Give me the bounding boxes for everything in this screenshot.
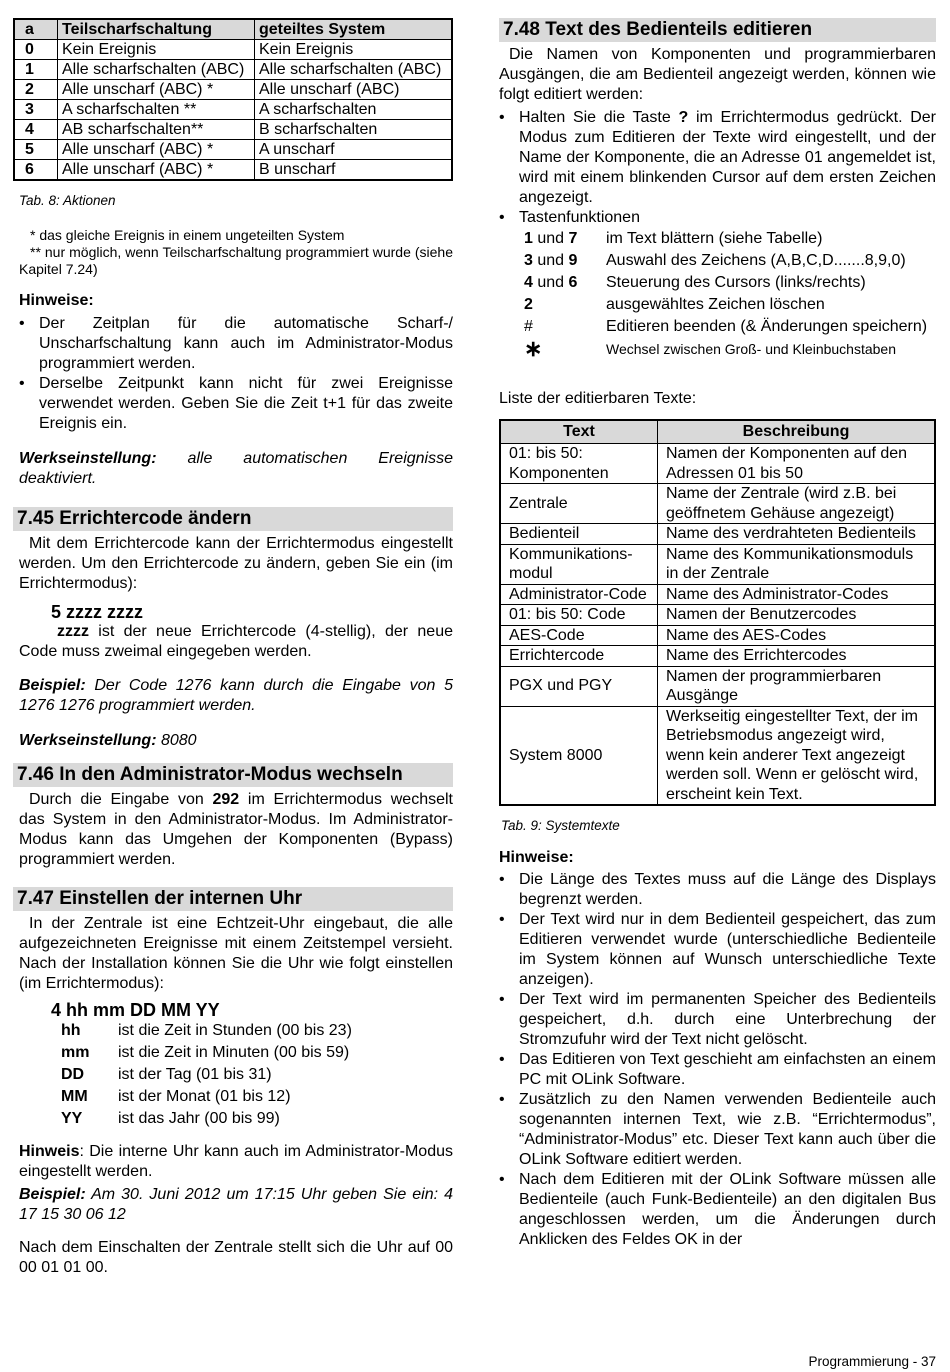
table-cell: Namen der Benutzercodes xyxy=(658,605,936,626)
list-item: • Der Text wird im permanenten Speicher des Bedienteils gespeichert, d.h. durch eine Unterbrechung der Stromzufuhr wird der Text nicht gelöscht. xyxy=(499,990,936,1050)
hinweise-list xyxy=(13,314,453,434)
table-cell: 0 xyxy=(14,40,58,60)
column-header: a xyxy=(14,19,58,40)
table-cell: Bedienteil xyxy=(500,524,658,545)
table-row xyxy=(500,544,935,584)
key-combo xyxy=(524,250,606,272)
key-function-row xyxy=(524,294,936,316)
table-cell: Errichtercode xyxy=(500,646,658,667)
key-combo xyxy=(524,338,606,363)
list-item-text: im Errichtermodus gedrückt. Der Modus zum Editieren der Texte wird eingestellt, und der Name der Komponente, die an Adresse 01 angemeldet ist, wird mit einem blinkenden Cursor auf dem ersten Zeichen angezeigt. xyxy=(519,109,936,206)
hinweis xyxy=(13,1142,453,1182)
key-connector: und xyxy=(532,230,569,247)
table-cell: A scharfschalten xyxy=(254,100,452,120)
code-term: zzzz xyxy=(57,623,89,640)
table-cell: AB scharfschalten** xyxy=(58,120,255,140)
table-cell: Name des Administrator-Codes xyxy=(658,584,936,605)
paragraph xyxy=(13,622,453,662)
key-combo xyxy=(524,272,606,294)
footnote: ** nur möglich, wenn Teilscharfschaltung programmiert wurde (siehe Kapitel 7.24) xyxy=(19,244,453,277)
example-label: Beispiel: xyxy=(19,1186,86,1203)
paragraph xyxy=(13,790,453,870)
table-cell: Name der Zentrale (wird z.B. bei geöffnetem Gehäuse angezeigt) xyxy=(658,484,936,524)
list-item: • Zusätzlich zu den Namen verwenden Bedienteile auch sogenannten internen Text, wie z.B. “Errichtermodus”, “Administrator-Modus” etc. Dieser Text kann auch über die OLink Software editiert werden. xyxy=(499,1090,936,1170)
table-row xyxy=(14,140,452,160)
key-label: # xyxy=(524,318,533,335)
footnote: * das gleiche Ereignis in einem ungeteilten System xyxy=(30,227,345,243)
table-row xyxy=(500,625,935,646)
hinweis-text: : Die interne Uhr kann auch im Administrator-Modus eingestellt werden. xyxy=(19,1143,453,1180)
paragraph-text: Durch die Eingabe von xyxy=(29,791,213,808)
table-cell: Alle scharfschalten (ABC) xyxy=(254,60,452,80)
werkseinstellung-label: Werkseinstellung: xyxy=(19,732,157,749)
table-cell: Werkseitig eingestellter Text, der im Betriebsmodus angezeigt wird, wenn kein anderer Text angezeigt werden soll. Wenn er gelöscht wird, erscheint kein Text. xyxy=(658,706,936,805)
left-column xyxy=(13,18,453,1278)
table-cell: 6 xyxy=(14,160,58,181)
key-combo xyxy=(524,316,606,338)
parameter-key: mm xyxy=(61,1044,90,1061)
table-row xyxy=(14,100,452,120)
parameter-key: hh xyxy=(61,1022,81,1039)
table-row xyxy=(500,444,935,484)
table-cell: Alle scharfschalten (ABC) xyxy=(58,60,255,80)
key-function-list xyxy=(524,228,936,363)
section-title-745: 7.45 Errichtercode ändern xyxy=(13,507,453,531)
table-cell: Zentrale xyxy=(500,484,658,524)
table-cell: Alle unscharf (ABC) * xyxy=(58,80,255,100)
table-systemtexte xyxy=(499,419,936,806)
table-cell: 2 xyxy=(14,80,58,100)
parameter-row xyxy=(61,1108,453,1130)
werkseinstellung-label: Werkseinstellung: xyxy=(19,450,157,467)
table-cell: 01: bis 50: Code xyxy=(500,605,658,626)
parameter-key: MM xyxy=(61,1088,88,1105)
table-row xyxy=(14,160,452,181)
key-function-row xyxy=(524,250,936,272)
list-item: • Derselbe Zeitpunkt kann nicht für zwei Ereignisse verwendet werden. Geben Sie die Zeit t+1 für das zweite Ereignis ein. xyxy=(19,374,453,434)
column-header: Beschreibung xyxy=(658,420,936,444)
table-body xyxy=(14,40,452,181)
list-item-text: Halten Sie die Taste xyxy=(519,109,679,126)
table-caption: Tab. 8: Aktionen xyxy=(19,193,116,208)
example-text: Der Code 1276 kann durch die Eingabe von 5 1276 1276 programmiert werden. xyxy=(19,677,453,714)
parameter-description: ist die Zeit in Stunden (00 bis 23) xyxy=(118,1022,352,1039)
command-code: 4 hh mm DD MM YY xyxy=(51,1000,220,1020)
paragraph: Die Namen von Komponenten und programmierbaren Ausgängen, die am Bedienteil angezeigt werden, können wie folgt editiert werden: xyxy=(499,46,936,103)
parameter-row xyxy=(61,1042,453,1064)
hinweise-heading: Hinweise: xyxy=(499,849,574,866)
table-cell: PGX und PGY xyxy=(500,666,658,706)
table-cell: Name des AES-Codes xyxy=(658,625,936,646)
key-function-row xyxy=(524,272,936,294)
parameter-description: ist der Monat (01 bis 12) xyxy=(118,1088,291,1105)
werkseinstellung xyxy=(13,449,453,489)
table-aktionen xyxy=(13,18,453,181)
table-row xyxy=(500,524,935,545)
table-cell: 4 xyxy=(14,120,58,140)
table-row xyxy=(500,706,935,805)
table-cell: AES-Code xyxy=(500,625,658,646)
key-label: 9 xyxy=(568,252,578,269)
table-header-row xyxy=(500,420,935,444)
key-function-description: Wechsel zwischen Groß- und Kleinbuchstaben xyxy=(606,341,897,357)
example xyxy=(13,676,453,716)
table-header-row xyxy=(14,19,452,40)
werkseinstellung-value: 8080 xyxy=(156,732,197,749)
list-item: • Die Länge des Textes muss auf die Länge des Displays begrenzt werden. xyxy=(499,870,936,910)
key-label: 7 xyxy=(568,230,578,247)
paragraph-text: ist der neue Errichtercode (4-stellig), der neue Code muss zweimal eingegeben werden. xyxy=(19,623,453,660)
hinweise-list xyxy=(499,870,936,1250)
list-item xyxy=(499,108,936,208)
key-label: 6 xyxy=(568,274,578,291)
table-row xyxy=(14,120,452,140)
table-cell: Namen der programmierbaren Ausgänge xyxy=(658,666,936,706)
list-item: • Tastenfunktionen xyxy=(499,208,936,228)
table-caption: Tab. 9: Systemtexte xyxy=(501,818,620,833)
hinweis-label: Hinweis xyxy=(19,1143,80,1160)
key-label: ∗ xyxy=(524,336,543,361)
table-row xyxy=(14,40,452,60)
section-title-746: 7.46 In den Administrator-Modus wechseln xyxy=(13,763,453,787)
instruction-list xyxy=(499,108,936,228)
table-cell: Name des Errichtercodes xyxy=(658,646,936,667)
table-cell: Alle unscharf (ABC) xyxy=(254,80,452,100)
example xyxy=(13,1185,453,1225)
list-item: • Der Text wird nur in dem Bedienteil gespeichert, das zum Editieren verwendet wurde (unterschiedliche Bedienteile im System können auf Wunsch unterschiedliche Texte anzeigen). xyxy=(499,910,936,990)
table-cell: A unscharf xyxy=(254,140,452,160)
hinweise-heading: Hinweise: xyxy=(19,292,94,309)
table-cell: Alle unscharf (ABC) * xyxy=(58,140,255,160)
table-row xyxy=(14,80,452,100)
table-cell: 01: bis 50: Komponenten xyxy=(500,444,658,484)
table-cell: Kein Ereignis xyxy=(58,40,255,60)
table-cell: Name des Kommunikationsmoduls in der Zentrale xyxy=(658,544,936,584)
table-row xyxy=(500,605,935,626)
table-cell: A scharfschalten ** xyxy=(58,100,255,120)
key-function-description: ausgewähltes Zeichen löschen xyxy=(606,296,825,313)
table-cell: Administrator-Code xyxy=(500,584,658,605)
table-cell: B scharfschalten xyxy=(254,120,452,140)
table-body xyxy=(500,444,935,806)
code-term: 292 xyxy=(212,791,240,808)
table-row xyxy=(500,666,935,706)
werkseinstellung-value: alle automatischen Ereignisse deaktiviert. xyxy=(19,450,453,487)
section-title-748: 7.48 Text des Bedienteils editieren xyxy=(499,18,936,42)
column-header: Teilscharfschaltung xyxy=(58,19,255,40)
key-function-description: im Text blättern (siehe Tabelle) xyxy=(606,230,823,247)
parameter-row xyxy=(61,1020,453,1042)
command-code: 5 zzzz zzzz xyxy=(51,602,144,622)
paragraph: Mit dem Errichtercode kann der Errichtermodus eingestellt werden. Um den Errichtercode zu ändern, geben Sie ein (im Errichtermodus): xyxy=(19,535,453,592)
example-label: Beispiel: xyxy=(19,677,86,694)
key-label: 4 xyxy=(524,274,533,291)
table-row xyxy=(14,60,452,80)
table-cell: System 8000 xyxy=(500,706,658,805)
key-combo xyxy=(524,228,606,250)
table-cell: Kommunikations-modul xyxy=(500,544,658,584)
parameter-key: YY xyxy=(61,1110,83,1127)
table-cell: 1 xyxy=(14,60,58,80)
list-item: • Das Editieren von Text geschieht am einfachsten an einem PC mit OLink Software. xyxy=(499,1050,936,1090)
key-label: 2 xyxy=(524,296,533,313)
column-header: Text xyxy=(500,420,658,444)
table-cell: Alle unscharf (ABC) * xyxy=(58,160,255,181)
key-function-row xyxy=(524,228,936,250)
table-cell: Namen der Komponenten auf den Adressen 01 bis 50 xyxy=(658,444,936,484)
list-label: Liste der editierbaren Texte: xyxy=(499,390,697,407)
key-label: 3 xyxy=(524,252,533,269)
key-term: ? xyxy=(678,109,689,126)
key-function-row xyxy=(524,316,936,338)
key-connector: und xyxy=(532,274,569,291)
example-text: Am 30. Juni 2012 um 17:15 Uhr geben Sie ein: 4 17 15 30 06 12 xyxy=(19,1186,453,1223)
paragraph-text: im Errichtermodus wechselt das System in den Administrator-Modus. Im Administrator-Modus kann das Umgehen der Komponenten (Bypass) programmiert werden. xyxy=(19,791,453,868)
table-row xyxy=(500,484,935,524)
right-column xyxy=(499,18,936,1250)
parameter-description: ist die Zeit in Minuten (00 bis 59) xyxy=(118,1044,350,1061)
table-cell: B unscharf xyxy=(254,160,452,181)
parameter-row xyxy=(61,1064,453,1086)
table-cell: Name des verdrahteten Bedienteils xyxy=(658,524,936,545)
key-combo xyxy=(524,294,606,316)
table-cell: 5 xyxy=(14,140,58,160)
column-header: geteiltes System xyxy=(254,19,452,40)
key-label: 1 xyxy=(524,230,533,247)
parameter-row xyxy=(61,1086,453,1108)
key-function-description: Editieren beenden (& Änderungen speichern) xyxy=(606,318,928,335)
section-title-747: 7.47 Einstellen der internen Uhr xyxy=(13,887,453,911)
page-footer: Programmierung - 37 xyxy=(808,1354,936,1369)
paragraph: Nach dem Einschalten der Zentrale stellt sich die Uhr auf 00 00 01 01 00. xyxy=(19,1239,453,1276)
key-function-description: Steuerung des Cursors (links/rechts) xyxy=(606,274,866,291)
parameter-key: DD xyxy=(61,1066,85,1083)
key-connector: und xyxy=(532,252,569,269)
table-cell: Kein Ereignis xyxy=(254,40,452,60)
key-function-description: Auswahl des Zeichens (A,B,C,D.......8,9,0) xyxy=(606,252,906,269)
paragraph: In der Zentrale ist eine Echtzeit-Uhr eingebaut, die alle aufgezeichneten Ereignisse mit einem Zeitstempel versieht. Nach der Installation können Sie die Uhr wie folgt einstellen (im Errichtermodus): xyxy=(19,915,453,992)
table-row xyxy=(500,584,935,605)
parameter-list xyxy=(61,1020,453,1130)
werkseinstellung xyxy=(13,731,453,751)
table-cell: 3 xyxy=(14,100,58,120)
list-item: • Nach dem Editieren mit der OLink Software müssen alle Bedienteile (auch Funk-Bedienteile) an den digitalen Bus angeschlossen werden, um die Änderungen durch Anklicken des Feldes OK in der xyxy=(499,1170,936,1250)
parameter-description: ist der Tag (01 bis 31) xyxy=(118,1066,272,1083)
parameter-description: ist das Jahr (00 bis 99) xyxy=(118,1110,280,1127)
list-item: • Der Zeitplan für die automatische Scharf-/ Unscharfschaltung kann auch im Administrator-Modus programmiert werden. xyxy=(19,314,453,374)
key-function-row xyxy=(524,338,936,363)
table-row xyxy=(500,646,935,667)
